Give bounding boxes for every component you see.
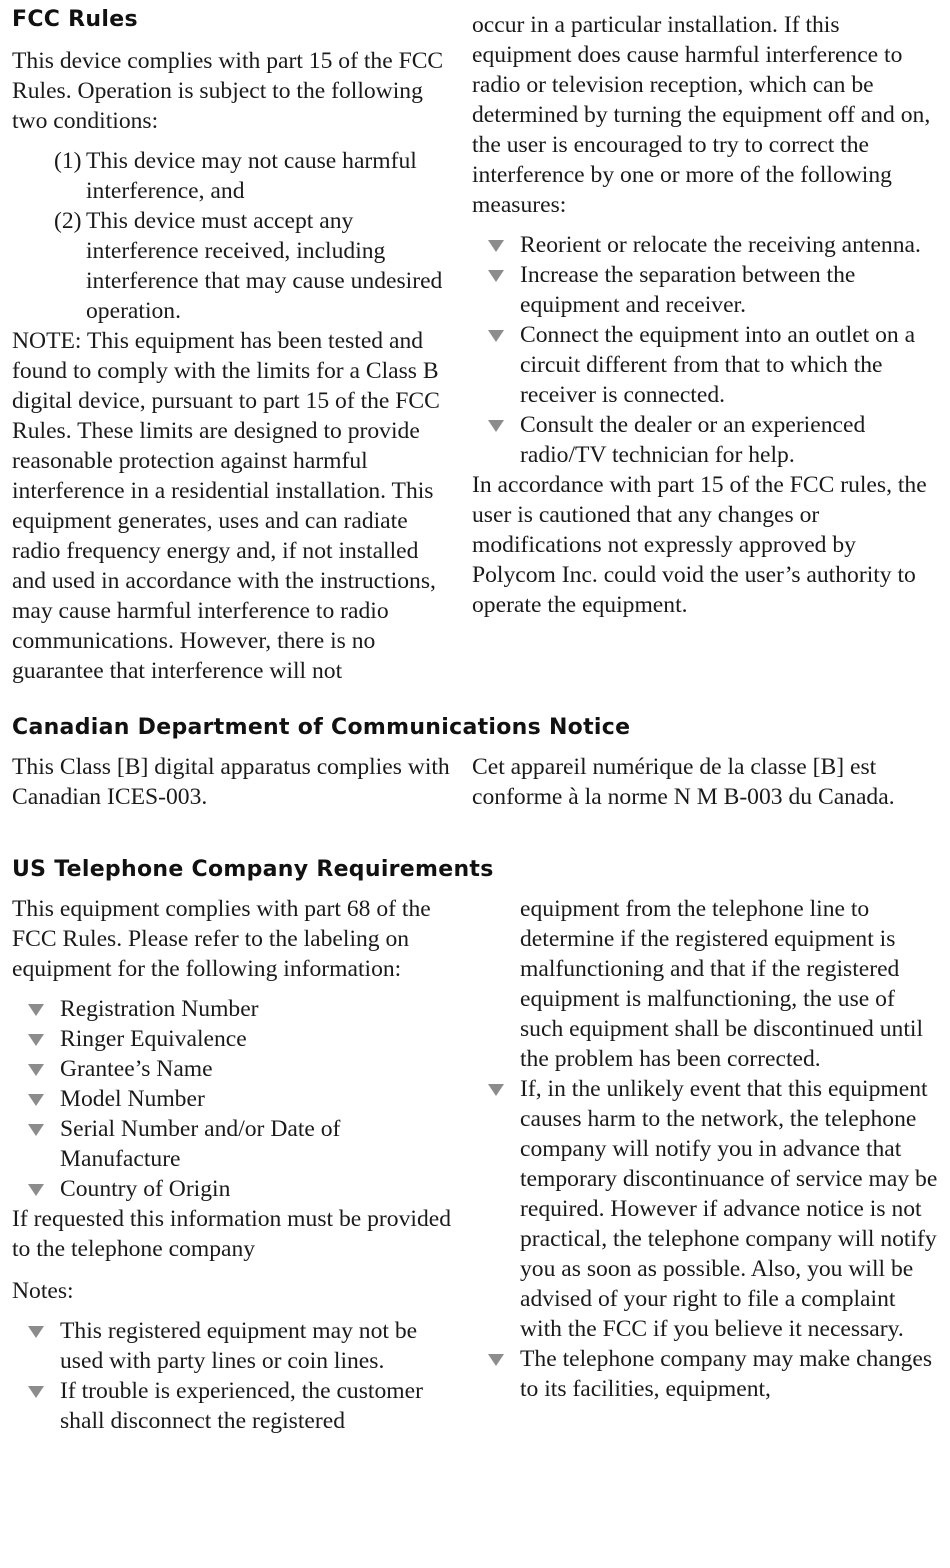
telco-provide-paragraph: If requested this information must be provided to the telephone company	[12, 1206, 452, 1262]
item-number: (1)	[54, 148, 82, 174]
fcc-note-continued: occur in a particular installation. If this equipment does cause harmful interference to radio or television reception, which can be determined by turning the equipment off and on, the user is encouraged to try to correct the interference by one or more of the following measures:	[472, 12, 931, 218]
telco-notes-label: Notes:	[12, 1278, 74, 1304]
fcc-conditions-list	[12, 146, 452, 326]
item-text: This device may not cause harmful interference, and	[86, 148, 417, 204]
item-text: This registered equipment may not be used with party lines or coin lines.	[60, 1318, 418, 1374]
triangle-bullet-icon	[488, 330, 504, 342]
list-item	[26, 1084, 452, 1114]
fcc-rules-heading: FCC Rules	[12, 7, 138, 32]
list-item	[26, 1316, 452, 1376]
telco-intro-paragraph: This equipment complies with part 68 of the FCC Rules. Please refer to the labeling on equipment for the following information:	[12, 896, 431, 982]
triangle-bullet-icon	[28, 1004, 44, 1016]
list-item	[26, 1114, 452, 1174]
list-item	[54, 146, 452, 206]
item-text: Serial Number and/or Date of Manufacture	[60, 1116, 341, 1172]
triangle-bullet-icon	[28, 1184, 44, 1196]
fcc-left-column	[12, 6, 452, 686]
telco-requirements-section	[12, 856, 942, 1556]
fcc-right-column	[472, 10, 942, 620]
list-item	[486, 1344, 942, 1404]
item-text: Model Number	[60, 1086, 205, 1112]
triangle-bullet-icon	[28, 1124, 44, 1136]
triangle-bullet-icon	[28, 1064, 44, 1076]
telco-requirements-heading: US Telephone Company Requirements	[12, 857, 494, 882]
item-text: If trouble is experienced, the customer shall disconnect the registered	[60, 1378, 423, 1434]
canadian-french-column	[472, 752, 942, 812]
list-item	[486, 320, 942, 410]
fcc-intro-paragraph: This device complies with part 15 of the FCC Rules. Operation is subject to the following two conditions:	[12, 48, 444, 134]
triangle-bullet-icon	[28, 1386, 44, 1398]
canadian-french-text: Cet appareil numérique de la classe [B] est conforme à la norme N M B-003 du Canada.	[472, 754, 895, 810]
item-text: Ringer Equivalence	[60, 1026, 247, 1052]
fcc-rules-section	[12, 6, 942, 706]
item-text: Registration Number	[60, 996, 259, 1022]
telco-notes-continued: equipment from the telephone line to determine if the registered equipment is malfunctioning and that if the registered equipment is malfunctioning, the use of such equipment shall be discontinued until the problem has been corrected.	[520, 896, 923, 1072]
canadian-english-text: This Class [B] digital apparatus complies with Canadian ICES-003.	[12, 754, 450, 810]
item-number: (2)	[54, 208, 82, 234]
triangle-bullet-icon	[488, 420, 504, 432]
telco-left-column	[12, 894, 452, 1436]
list-item	[26, 1054, 452, 1084]
item-text: Country of Origin	[60, 1176, 231, 1202]
telco-right-column	[472, 894, 942, 1404]
fcc-caution-paragraph: In accordance with part 15 of the FCC rules, the user is cautioned that any changes or modifications not expressly approved by Polycom Inc. could void the user’s authority to operate the equipment.	[472, 472, 927, 618]
canadian-english-column	[12, 752, 452, 812]
telco-notes-list-left	[12, 1316, 452, 1436]
list-item	[486, 1074, 942, 1344]
triangle-bullet-icon	[28, 1326, 44, 1338]
list-item	[54, 206, 452, 326]
list-item	[26, 994, 452, 1024]
list-item	[26, 1024, 452, 1054]
telco-notes-list-right	[472, 1074, 942, 1404]
item-text: Increase the separation between the equipment and receiver.	[520, 262, 856, 318]
list-item	[26, 1376, 452, 1436]
canadian-notice-section	[12, 714, 942, 844]
triangle-bullet-icon	[488, 1354, 504, 1366]
fcc-note-paragraph: NOTE: This equipment has been tested and found to comply with the limits for a Class B digital device, pursuant to part 15 of the FCC Rules. These limits are designed to provide reasonable protection against harmful interference in a residential installation. This equipment generates, uses and can radiate radio frequency energy and, if not installed and used in accordance with the instructions, may cause harmful interference to radio communications. However, there is no guarantee that interference will not	[12, 328, 440, 684]
item-text: Consult the dealer or an experienced radio/TV technician for help.	[520, 412, 866, 468]
item-text: Connect the equipment into an outlet on a circuit different from that to which the receiver is connected.	[520, 322, 916, 408]
list-item	[486, 410, 942, 470]
canadian-notice-heading: Canadian Department of Communications Notice	[12, 715, 631, 740]
triangle-bullet-icon	[28, 1034, 44, 1046]
triangle-bullet-icon	[488, 240, 504, 252]
triangle-bullet-icon	[488, 270, 504, 282]
item-text: Grantee’s Name	[60, 1056, 213, 1082]
fcc-measures-list	[472, 230, 942, 470]
item-text: This device must accept any interference received, including interference that may cause undesired operation.	[86, 208, 443, 324]
list-item	[26, 1174, 452, 1204]
list-item	[486, 260, 942, 320]
telco-label-items-list	[12, 994, 452, 1204]
item-text: Reorient or relocate the receiving antenna.	[520, 232, 921, 258]
triangle-bullet-icon	[488, 1084, 504, 1096]
triangle-bullet-icon	[28, 1094, 44, 1106]
list-item	[486, 230, 942, 260]
item-text: If, in the unlikely event that this equipment causes harm to the network, the telephone company will notify you in advance that temporary discontinuance of service may be required. However if advance notice is not practical, the telephone company will notify you as soon as possible. Also, you will be advised of your right to file a complaint with the FCC if you believe it necessary.	[520, 1076, 938, 1342]
item-text: The telephone company may make changes to its facilities, equipment,	[520, 1346, 933, 1402]
